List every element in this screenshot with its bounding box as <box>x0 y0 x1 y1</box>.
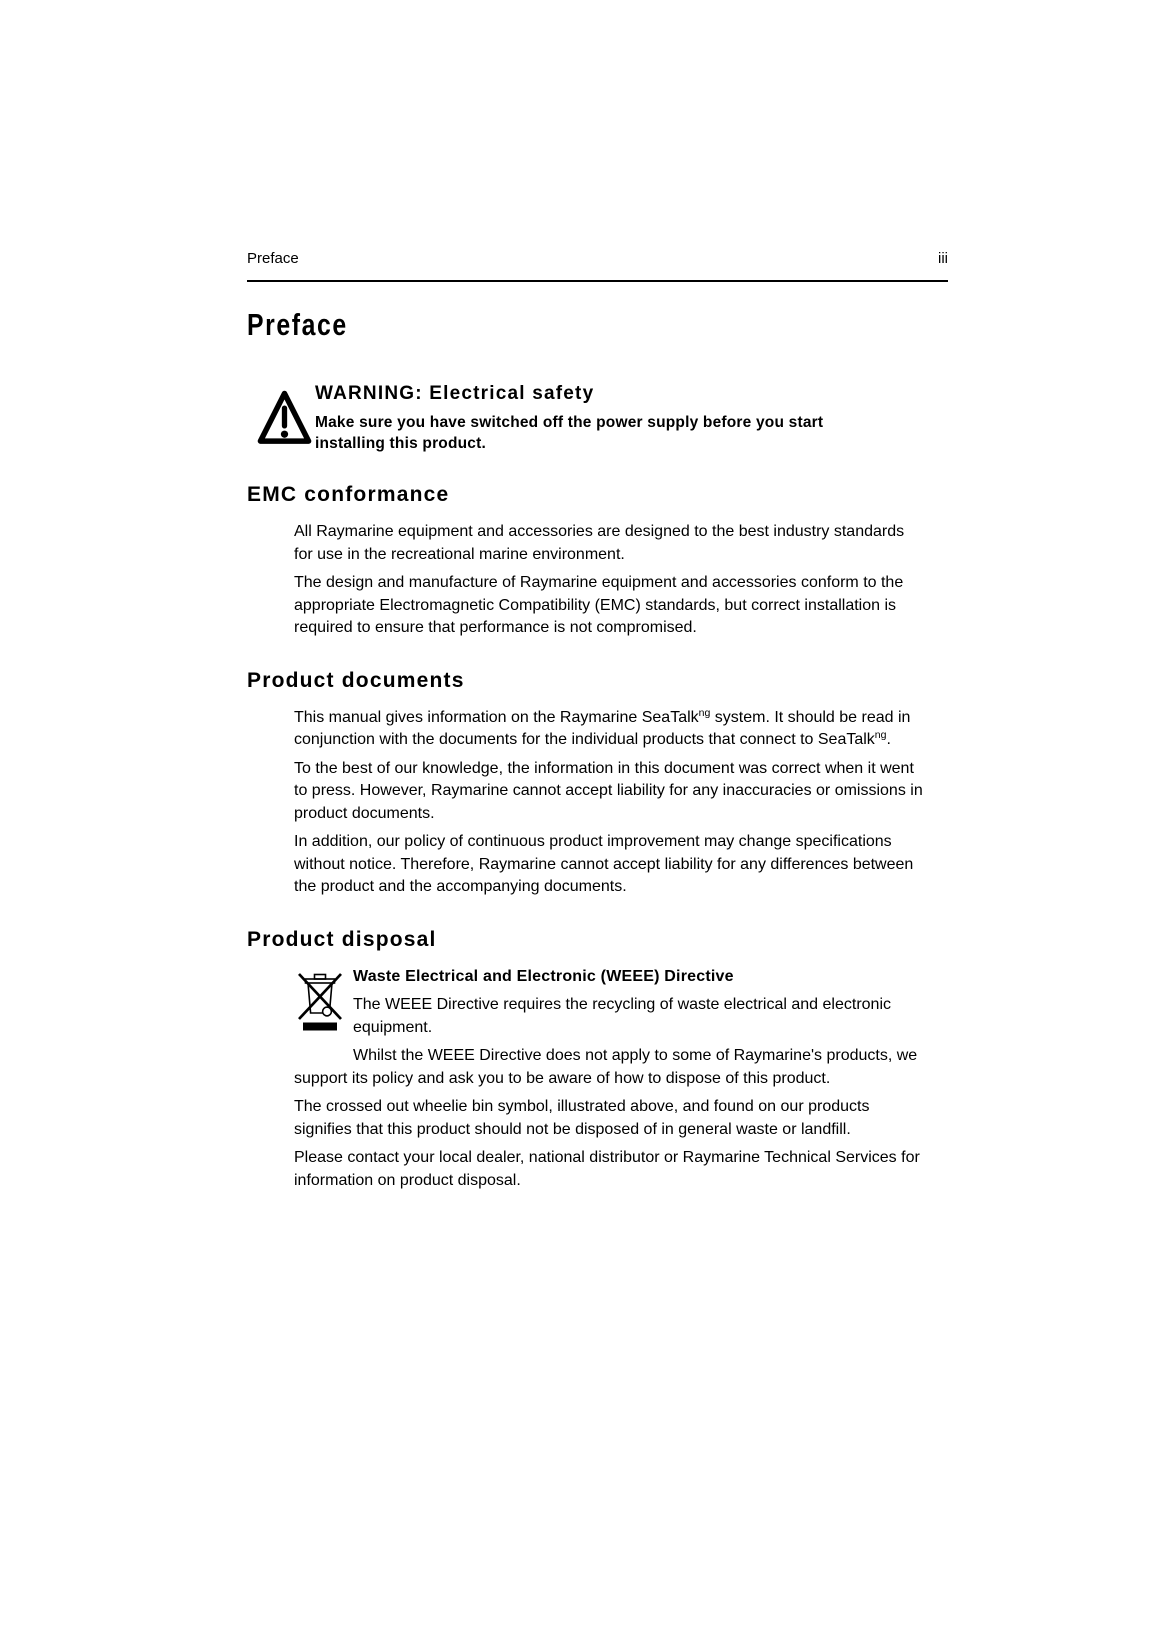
running-header-title: Preface <box>247 250 299 267</box>
emc-body <box>294 521 926 640</box>
page-title: Preface <box>247 307 348 342</box>
emc-paragraph-1: All Raymarine equipment and accessories are designed to the best industry standards for use in the recreational marine environment. <box>294 523 905 563</box>
text-segment: system. It should be read in conjunction with the documents for the individual products that connect to SeaTalk <box>294 708 911 748</box>
document-page <box>247 250 948 1198</box>
warning-body: Make sure you have switched off the power supply before you start installing this product. <box>315 414 824 452</box>
product-disposal-paragraph-1: The WEEE Directive requires the recycling of waste electrical and electronic equipment. <box>353 996 891 1036</box>
product-documents-heading: Product documents <box>247 668 465 692</box>
product-disposal-paragraph-4: Please contact your local dealer, national distributor or Raymarine Technical Services for information on product disposal. <box>294 1149 920 1189</box>
section-product-documents <box>247 669 948 899</box>
product-disposal-heading: Product disposal <box>247 927 437 951</box>
text-segment: . <box>886 731 891 748</box>
product-documents-body <box>294 707 926 899</box>
product-disposal-body <box>294 966 926 1193</box>
seatalk-ng-superscript: ng <box>874 729 887 741</box>
text-segment: This manual gives information on the Raymarine SeaTalk <box>294 708 699 726</box>
emc-heading: EMC conformance <box>247 483 450 506</box>
emc-paragraph-2: The design and manufacture of Raymarine equipment and accessories conform to the appropriate Electromagnetic Compatibility (EMC) standards, but correct installation is required to ensure that performance is not compromised. <box>294 574 904 636</box>
product-documents-paragraph-3: In addition, our policy of continuous product improvement may change specifications without notice. Therefore, Raymarine cannot accept liability for any differences between the product and the accompanying documents. <box>294 833 914 895</box>
product-documents-paragraph-1 <box>294 707 926 752</box>
warning-block <box>247 383 948 454</box>
page-number: iii <box>938 250 948 267</box>
product-documents-paragraph-2: To the best of our knowledge, the information in this document was correct when it went to press. However, Raymarine cannot accept liability for any inaccuracies or omissions in product documents. <box>294 759 923 822</box>
weee-crossed-bin-icon <box>296 968 344 1031</box>
section-emc-conformance <box>247 483 948 640</box>
product-disposal-paragraph-3: The crossed out wheelie bin symbol, illustrated above, and found on our products signifies that this product should not be disposed of in general waste or landfill. <box>294 1098 870 1138</box>
warning-triangle-icon <box>247 383 315 452</box>
warning-text <box>315 383 873 454</box>
section-product-disposal <box>247 928 948 1193</box>
running-header <box>247 250 948 282</box>
seatalk-ng-superscript: ng <box>698 706 711 719</box>
product-disposal-paragraph-2: Whilst the WEEE Directive does not apply to some of Raymarine's products, we support its policy and ask you to be aware of how to dispose of this product. <box>294 1047 918 1087</box>
warning-heading: WARNING: Electrical safety <box>315 383 595 404</box>
weee-directive-title: Waste Electrical and Electronic (WEEE) Directive <box>353 967 734 985</box>
